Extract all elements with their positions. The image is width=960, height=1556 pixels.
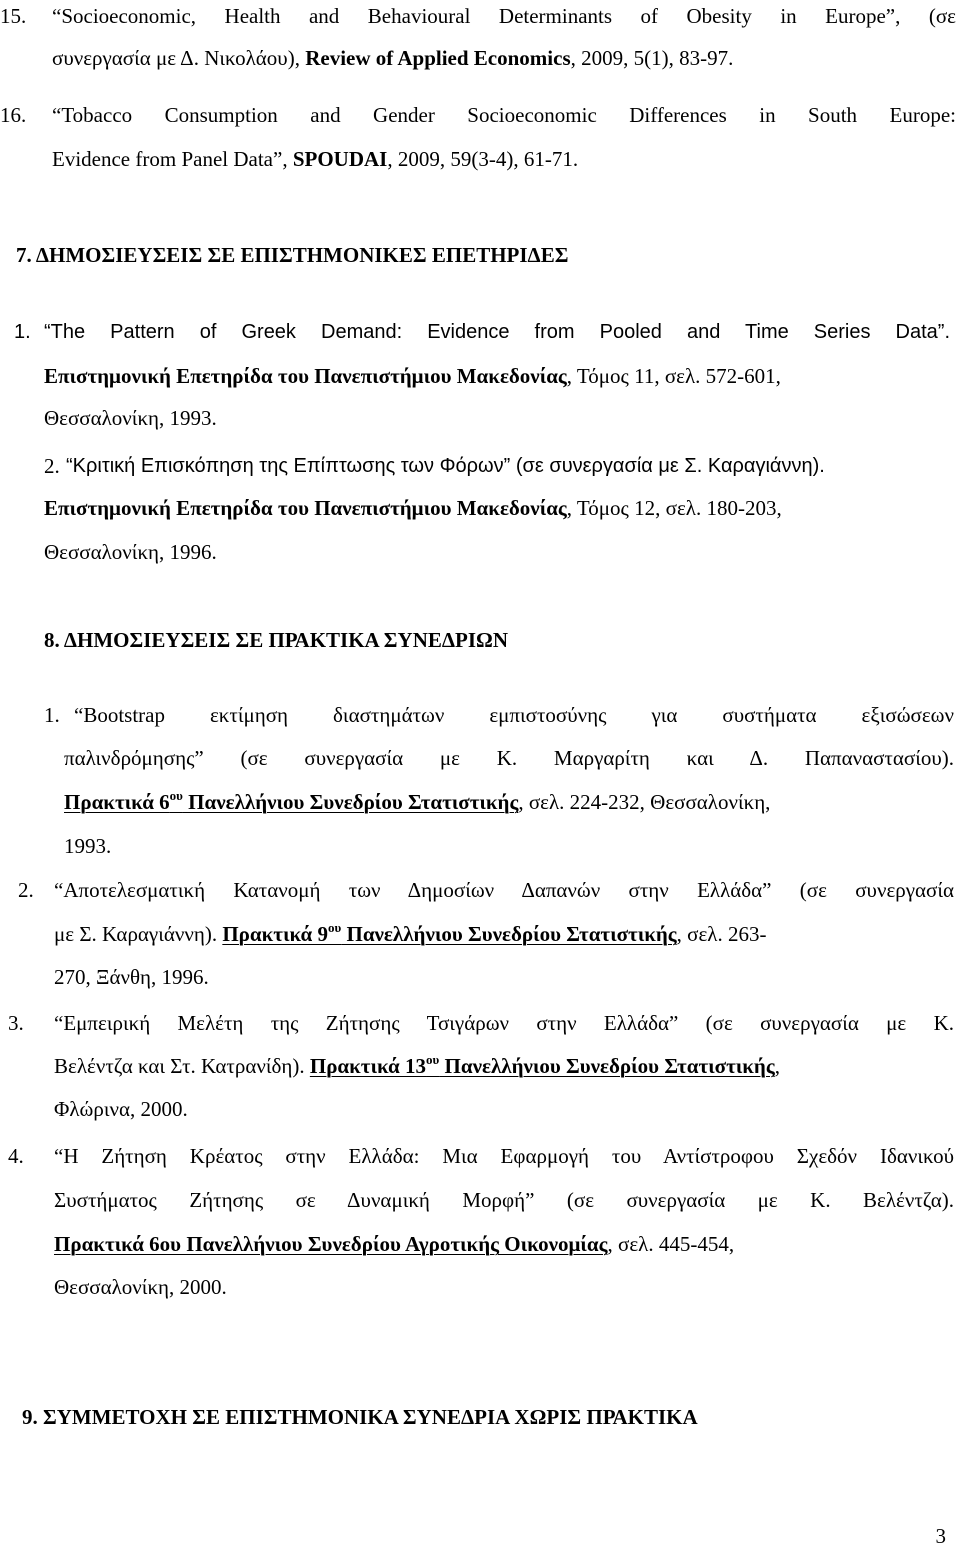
item-title-line: “Tobacco Consumption and Gender Socioeconomic Differences in South Europe: <box>52 103 956 127</box>
journal-name: SPOUDAI <box>292 147 388 171</box>
proceedings-name: Πρακτικά $6^{o\upsilon}$ Πανελλήνιου Συνεδρίου Στατιστικής <box>64 788 519 814</box>
page-number: 3 <box>935 1524 946 1548</box>
item-title-line-2: παλινδρόμησης” (σε συνεργασία με Κ. Μαργαρίτη και Δ. Παπαναστασίου). <box>64 746 954 770</box>
item-citation-line: Πρακτικά 6ου Πανελλήνιου Συνεδρίου Αγροτικής Οικονομίας, σελ. 445-454, <box>54 1232 735 1256</box>
item-number: 1. <box>44 703 60 727</box>
item-citation-line: Επιστημονική Επετηρίδα του Πανεπιστήμιου Μακεδονίας, Τόμος 11, σελ. 572-601, <box>44 364 781 388</box>
section-8-heading: 8. ΔΗΜΟΣΙΕΥΣΕΙΣ ΣΕ ΠΡΑΚΤΙΚΑ ΣΥΝΕΔΡΙΩΝ <box>44 628 509 652</box>
item-citation-line: Evidence from Panel Data”, SPOUDAI, 2009, 59(3-4), 61-71. <box>52 147 579 171</box>
section-7-heading: 7. ΔΗΜΟΣΙΕΥΣΕΙΣ ΣΕ ΕΠΙΣΤΗΜΟΝΙΚΕΣ ΕΠΕΤΗΡΙΔΕΣ <box>16 243 569 267</box>
section-9-heading: 9. ΣΥΜΜΕΤΟΧΗ ΣΕ ΕΠΙΣΤΗΜΟΝΙΚΑ ΣΥΝΕΔΡΙΑ ΧΩΡΙΣ ΠΡΑΚΤΙΚΑ <box>22 1405 698 1429</box>
item-place-year: Θεσσαλονίκη, 2000. <box>54 1275 227 1299</box>
journal-name: Review of Applied Economics <box>305 46 571 70</box>
yearbook-name: Επιστημονική Επετηρίδα του Πανεπιστήμιου Μακεδονίας <box>44 364 567 388</box>
item-title-line: “Εμπειρική Μελέτη της Ζήτησης Τσιγάρων στην Ελλάδα” (σε συνεργασία με Κ. <box>54 1011 954 1035</box>
item-number: 1. <box>14 321 31 343</box>
item-citation-line: Επιστημονική Επετηρίδα του Πανεπιστήμιου Μακεδονίας, Τόμος 12, σελ. 180-203, <box>44 496 782 520</box>
item-place-year: 270, Ξάνθη, 1996. <box>54 965 209 989</box>
item-title-line: “Bootstrap εκτίμηση διαστημάτων εμπιστοσύνης για συστήματα εξισώσεων <box>74 703 954 727</box>
item-citation-line: Πρακτικά $6^{o\upsilon}$ Πανελλήνιου Συνεδρίου Στατιστικής, σελ. 224-232, Θεσσαλονίκη, <box>64 788 771 814</box>
item-title-line-2: Συστήματος Ζήτησης σε Δυναμική Μορφή” (σε συνεργασία με Κ. Βελέντζα). <box>54 1188 954 1212</box>
proceedings-name: Πρακτικά 6ου Πανελλήνιου Συνεδρίου Αγροτικής Οικονομίας <box>54 1232 608 1256</box>
item-number: 15. <box>0 4 27 28</box>
item-number: 2. <box>18 878 34 902</box>
item-number: 2. <box>44 454 60 478</box>
item-place-year: 1993. <box>64 834 112 858</box>
item-place-year: Φλώρινα, 2000. <box>54 1097 188 1121</box>
yearbook-name: Επιστημονική Επετηρίδα του Πανεπιστήμιου Μακεδονίας <box>44 496 567 520</box>
item-title-line: “Κριτική Επισκόπηση της Επίπτωσης των Φόρων” (σε συνεργασία με Σ. Καραγιάννη). <box>66 455 825 477</box>
item-title-line: “Socioeconomic, Health and Behavioural Determinants of Obesity in Europe”, (σε <box>52 4 956 28</box>
item-place-year: Θεσσαλονίκη, 1996. <box>44 540 217 564</box>
item-title-line: “The Pattern of Greek Demand: Evidence from Pooled and Time Series Data”. <box>44 321 950 343</box>
item-title-line: “Η Ζήτηση Κρέατος στην Ελλάδα: Μια Εφαρμογή του Αντίστροφου Σχεδόν Ιδανικού <box>54 1144 954 1168</box>
item-title-line: “Αποτελεσματική Κατανομή των Δημοσίων Δαπανών στην Ελλάδα” (σε συνεργασία <box>54 878 954 902</box>
item-citation-line: συνεργασία με Δ. Νικολάου), Review of Applied Economics, 2009, 5(1), 83-97. <box>52 46 734 70</box>
item-citation-line: Βελέντζα και Στ. Κατρανίδη). Πρακτικά $13^{o\upsilon}$ Πανελλήνιου Συνεδρίου Στατιστικής, <box>54 1052 780 1078</box>
item-number: 16. <box>0 103 27 127</box>
proceedings-name: Πρακτικά $13^{o\upsilon}$ Πανελλήνιου Συνεδρίου Στατιστικής <box>309 1052 775 1078</box>
proceedings-name: Πρακτικά $9^{o\upsilon}$ Πανελλήνιου Συνεδρίου Στατιστικής <box>222 920 677 946</box>
item-place-year: Θεσσαλονίκη, 1993. <box>44 406 217 430</box>
item-number: 3. <box>8 1011 24 1035</box>
item-number: 4. <box>8 1144 24 1168</box>
item-citation-line: με Σ. Καραγιάννη). Πρακτικά $9^{o\upsilon}$ Πανελλήνιου Συνεδρίου Στατιστικής, σελ. 263- <box>54 920 767 946</box>
